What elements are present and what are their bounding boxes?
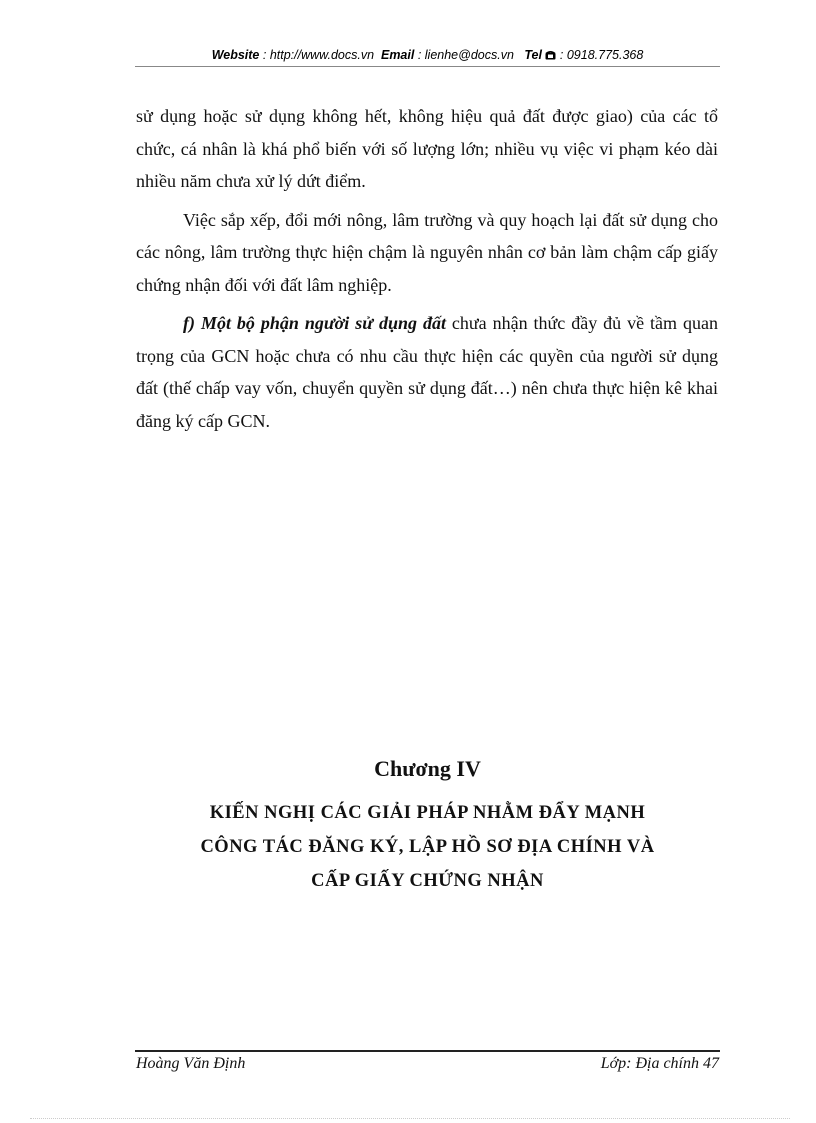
paragraph-1: sử dụng hoặc sử dụng không hết, không hiệu quả đất được giao) của các tổ chức, cá nhân là khá phổ biến với số lượng lớn; nhiều vụ việc vi phạm kéo dài nhiều năm chưa xử lý dứt điểm. <box>136 106 718 191</box>
header-divider <box>135 66 720 67</box>
chapter-subtitle-line-2: CÔNG TÁC ĐĂNG KÝ, LẬP HỒ SƠ ĐỊA CHÍNH VÀ <box>200 837 655 857</box>
tel-label: Tel <box>524 48 542 62</box>
page-bottom-border <box>30 1118 790 1119</box>
chapter-subtitle-line-1: KIẾN NGHỊ CÁC GIẢI PHÁP NHẰM ĐẨY MẠNH <box>209 803 646 823</box>
body-text <box>136 100 718 443</box>
footer-class: Lớp: Địa chính 47 <box>600 1055 719 1072</box>
phone-number: 0918.775.368 <box>566 48 644 62</box>
email-label: Email <box>380 48 415 62</box>
website-link[interactable]: http://www.docs.vn <box>269 48 375 62</box>
footer-author: Hoàng Văn Định <box>136 1055 246 1072</box>
footer-divider <box>135 1050 720 1052</box>
chapter-heading <box>135 756 720 898</box>
chapter-title: Chương IV <box>374 756 481 781</box>
page-header: Website : http://www.docs.vn Email : lienhe@docs.vn Tel : 0918.775.368 <box>211 48 644 62</box>
website-label: Website <box>211 48 260 62</box>
paragraph-2: Việc sắp xếp, đổi mới nông, lâm trường và quy hoạch lại đất sử dụng cho các nông, lâm trường thực hiện chậm là nguyên nhân cơ bản làm chậm cấp giấy chứng nhận đối với đất lâm nghiệp. <box>136 209 718 295</box>
paragraph-3-rest: chưa nhận thức đầy đủ về tầm quan trọng của GCN hoặc chưa có nhu cầu thực hiện các quyền của người sử dụng đất (thế chấp vay vốn, chuyển quyền sử dụng đất…) nên chưa thực hiện kê khai đăng ký cấp GCN. <box>136 313 718 431</box>
phone-icon <box>545 49 556 63</box>
paragraph-3 <box>136 307 718 437</box>
paragraph-3-lead: f) Một bộ phận người sử dụng đất <box>183 313 446 333</box>
email-link[interactable]: lienhe@docs.vn <box>424 48 514 62</box>
chapter-subtitle-line-3: CẤP GIẤY CHỨNG NHẬN <box>311 871 544 891</box>
